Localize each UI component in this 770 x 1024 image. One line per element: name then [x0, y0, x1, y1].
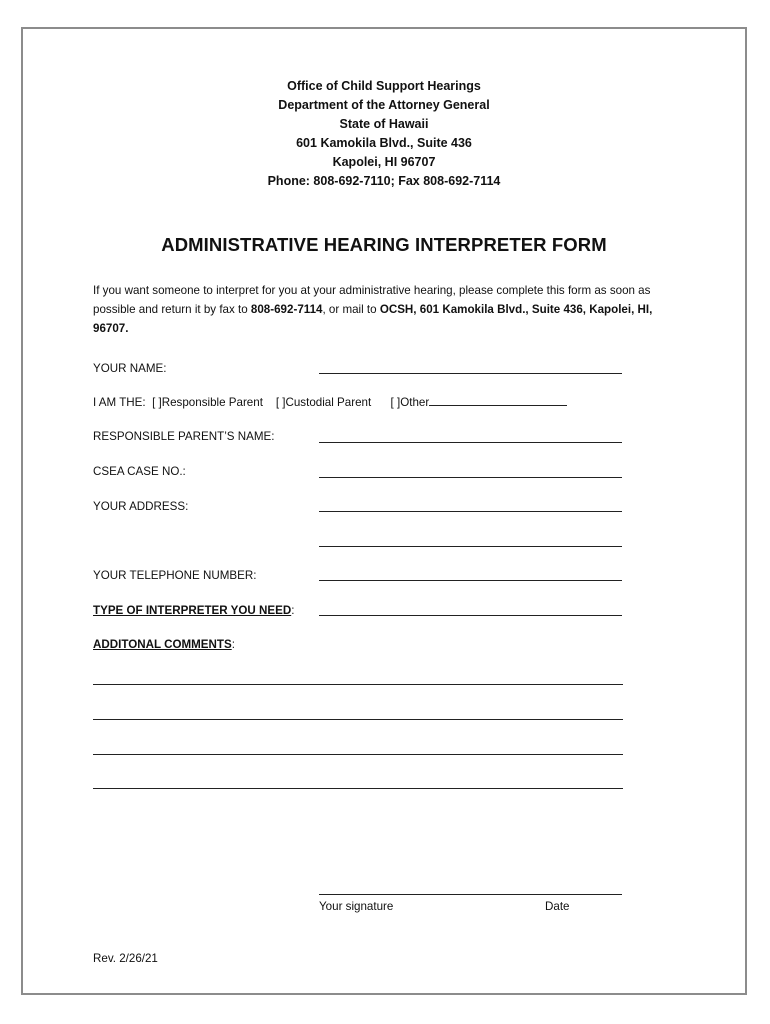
responsible-parent-name-label: RESPONSIBLE PARENT’S NAME: — [93, 430, 275, 443]
i-am-the-row — [93, 395, 567, 409]
interpreter-type-line[interactable] — [319, 615, 622, 616]
your-name-line[interactable] — [319, 373, 622, 374]
intro-paragraph — [93, 281, 683, 338]
your-name-label: YOUR NAME: — [93, 362, 167, 375]
signature-label: Your signature — [319, 900, 394, 913]
signature-line[interactable] — [319, 894, 622, 895]
comment-line-4[interactable] — [93, 788, 623, 789]
responsible-parent-checkbox[interactable]: [ ]Responsible Parent — [152, 396, 263, 409]
csea-case-label: CSEA CASE NO.: — [93, 465, 186, 478]
city-state-zip: Kapolei, HI 96707 — [332, 155, 436, 169]
date-label: Date — [545, 900, 570, 913]
intro-text-2: , or mail to — [322, 303, 380, 316]
custodial-parent-checkbox[interactable]: [ ]Custodial Parent — [275, 396, 372, 409]
form-title: ADMINISTRATIVE HEARING INTERPRETER FORM — [161, 234, 607, 255]
comment-line-3[interactable] — [93, 754, 623, 755]
intro-fax-number: 808-692-7114 — [250, 303, 323, 316]
your-address-line-2[interactable] — [319, 546, 622, 547]
other-checkbox[interactable]: [ ]Other — [390, 396, 430, 409]
intro-text-1: If you want someone to interpret for you at your administrative hearing, please complete this form as soon as possible and return it by fax to — [93, 284, 651, 316]
telephone-label: YOUR TELEPHONE NUMBER: — [93, 569, 257, 582]
interpreter-type-text: TYPE OF INTERPRETER YOU NEED — [93, 604, 292, 617]
comments-colon: : — [231, 638, 235, 651]
office-name: Office of Child Support Hearings — [287, 79, 481, 93]
your-address-line-1[interactable] — [319, 511, 622, 512]
interpreter-type-colon: : — [291, 604, 295, 617]
state-name: State of Hawaii — [339, 117, 429, 131]
comments-label — [93, 638, 235, 651]
office-header — [23, 77, 745, 191]
interpreter-type-label — [93, 604, 294, 617]
phone-fax: Phone: 808-692-7110; Fax 808-692-7114 — [267, 174, 501, 188]
revision-date: Rev. 2/26/21 — [93, 952, 158, 965]
comment-line-1[interactable] — [93, 684, 623, 685]
responsible-parent-name-line[interactable] — [319, 442, 622, 443]
department-name: Department of the Attorney General — [278, 98, 490, 112]
csea-case-line[interactable] — [319, 477, 622, 478]
other-line[interactable] — [429, 395, 567, 406]
i-am-the-label: I AM THE: — [93, 396, 146, 409]
street-address: 601 Kamokila Blvd., Suite 436 — [296, 136, 472, 150]
intro-mail-address: OCSH, 601 Kamokila Blvd., Suite 436, Kapolei, HI, 96707. — [93, 303, 653, 335]
comment-line-2[interactable] — [93, 719, 623, 720]
form-page — [21, 27, 747, 995]
telephone-line[interactable] — [319, 580, 622, 581]
your-address-label: YOUR ADDRESS: — [93, 500, 189, 513]
comments-text: ADDITONAL COMMENTS — [93, 638, 232, 651]
